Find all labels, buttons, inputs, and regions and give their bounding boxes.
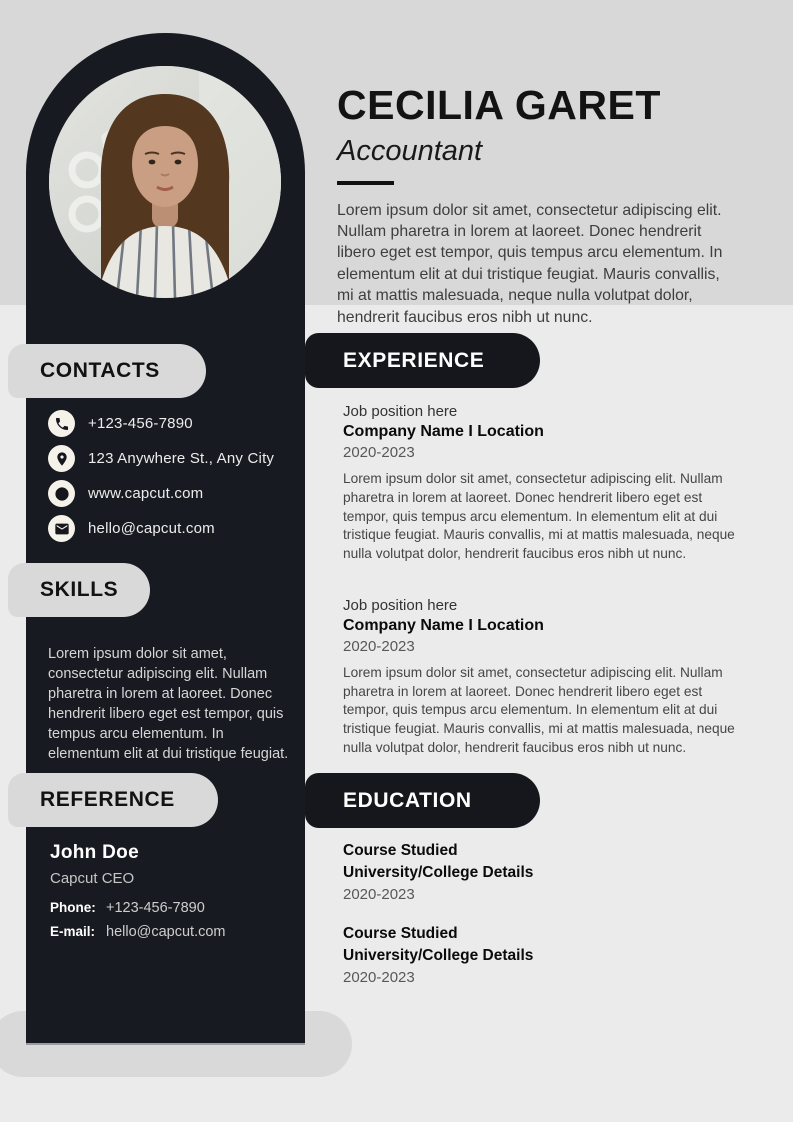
person-job-title: Accountant [337,135,483,168]
experience-section [305,333,745,758]
job-description: Lorem ipsum dolor sit amet, consectetur adipiscing elit. Nullam pharetra in lorem at laoreet. Donec hendrerit libero eget est tempor, quis tempus arcu elementum. In elementum elit at dui tristique feugiat. Mauris convallis, mi at mattis malesuada, neque nulla volutpat dolor, hendrerit faucibus eros nibh ut nunc. [343,471,735,562]
education-section [305,773,745,986]
reference-heading: REFERENCE [40,788,175,811]
job-period: 2020-2023 [343,444,415,461]
education-entry [343,925,739,986]
education-period: 2020-2023 [343,969,415,986]
skills-text: Lorem ipsum dolor sit amet, consectetur adipiscing elit. Nullam pharetra in lorem at laoreet. Donec hendrerit libero eget est tempor, quis tempus arcu elementum. In elementum elit at dui tristique feugiat. [48,646,289,762]
contact-email-text: hello@capcut.com [88,520,215,537]
skills-heading-pill [8,563,150,617]
contact-row-email [48,515,298,542]
contact-website-text: www.capcut.com [88,485,204,502]
contacts-heading-pill [8,344,206,398]
job-description: Lorem ipsum dolor sit amet, consectetur adipiscing elit. Nullam pharetra in lorem at laoreet. Donec hendrerit libero eget est tempor, quis tempus arcu elementum. In elementum elit at dui tristique feugiat. Mauris convallis, mi at mattis malesuada, neque nulla volutpat dolor, hendrerit faucibus eros nibh ut nunc. [343,664,735,755]
job-title: Job position here [343,596,458,614]
contact-phone-text: +123-456-7890 [88,415,193,432]
experience-entry [343,597,739,758]
contact-row-phone [48,410,298,437]
reference-name: John Doe [50,842,139,863]
profile-photo [49,66,281,298]
profile-summary: Lorem ipsum dolor sit amet, consectetur adipiscing elit. Nullam pharetra in lorem at laoreet. Donec hendrerit libero eget est tempor, quis tempus arcu elementum. In elementum elit at dui tristique feugiat. Mauris convallis, mi at mattis malesuada, neque nulla volutpat dolor, hendrerit faucibus eros nibh ut nunc. [337,201,723,326]
title-underline [337,181,394,185]
reference-phone-value: +123-456-7890 [106,900,205,916]
company-name: Company Name I Location [343,616,544,634]
university-details: University/College Details [343,864,534,881]
skills-heading: SKILLS [40,578,119,601]
contact-list [48,410,298,550]
education-period: 2020-2023 [343,886,415,903]
job-period: 2020-2023 [343,637,415,655]
education-entries [343,842,739,986]
reference-heading-pill [8,773,218,827]
contact-address-text: 123 Anywhere St., Any City [88,450,275,467]
reference-email-value: hello@capcut.com [106,924,226,940]
experience-entries [343,403,739,758]
profile-photo-illustration [49,66,281,298]
course-name: Course Studied [343,842,458,859]
contact-row-address [48,445,298,472]
email-icon [48,515,75,542]
education-heading: EDUCATION [343,788,472,812]
course-name: Course Studied [343,925,458,942]
location-icon [48,445,75,472]
person-name: CECILIA GARET [337,82,661,128]
reference-position: Capcut CEO [50,870,135,887]
experience-heading-pill [305,333,540,388]
education-heading-pill [305,773,540,828]
reference-phone-row [50,900,290,916]
reference-phone-label: Phone: [50,900,96,915]
company-name: Company Name I Location [343,423,544,440]
phone-icon [48,410,75,437]
reference-email-row [50,924,290,940]
reference-email-label: E-mail: [50,924,96,939]
job-title: Job position here [343,403,458,420]
header-block [337,84,732,328]
experience-heading: EXPERIENCE [343,348,485,372]
education-entry [343,842,739,903]
globe-icon [48,480,75,507]
university-details: University/College Details [343,947,534,964]
contact-row-website [48,480,298,507]
experience-entry [343,403,739,564]
reference-block [50,842,290,940]
contacts-heading: CONTACTS [40,359,160,382]
